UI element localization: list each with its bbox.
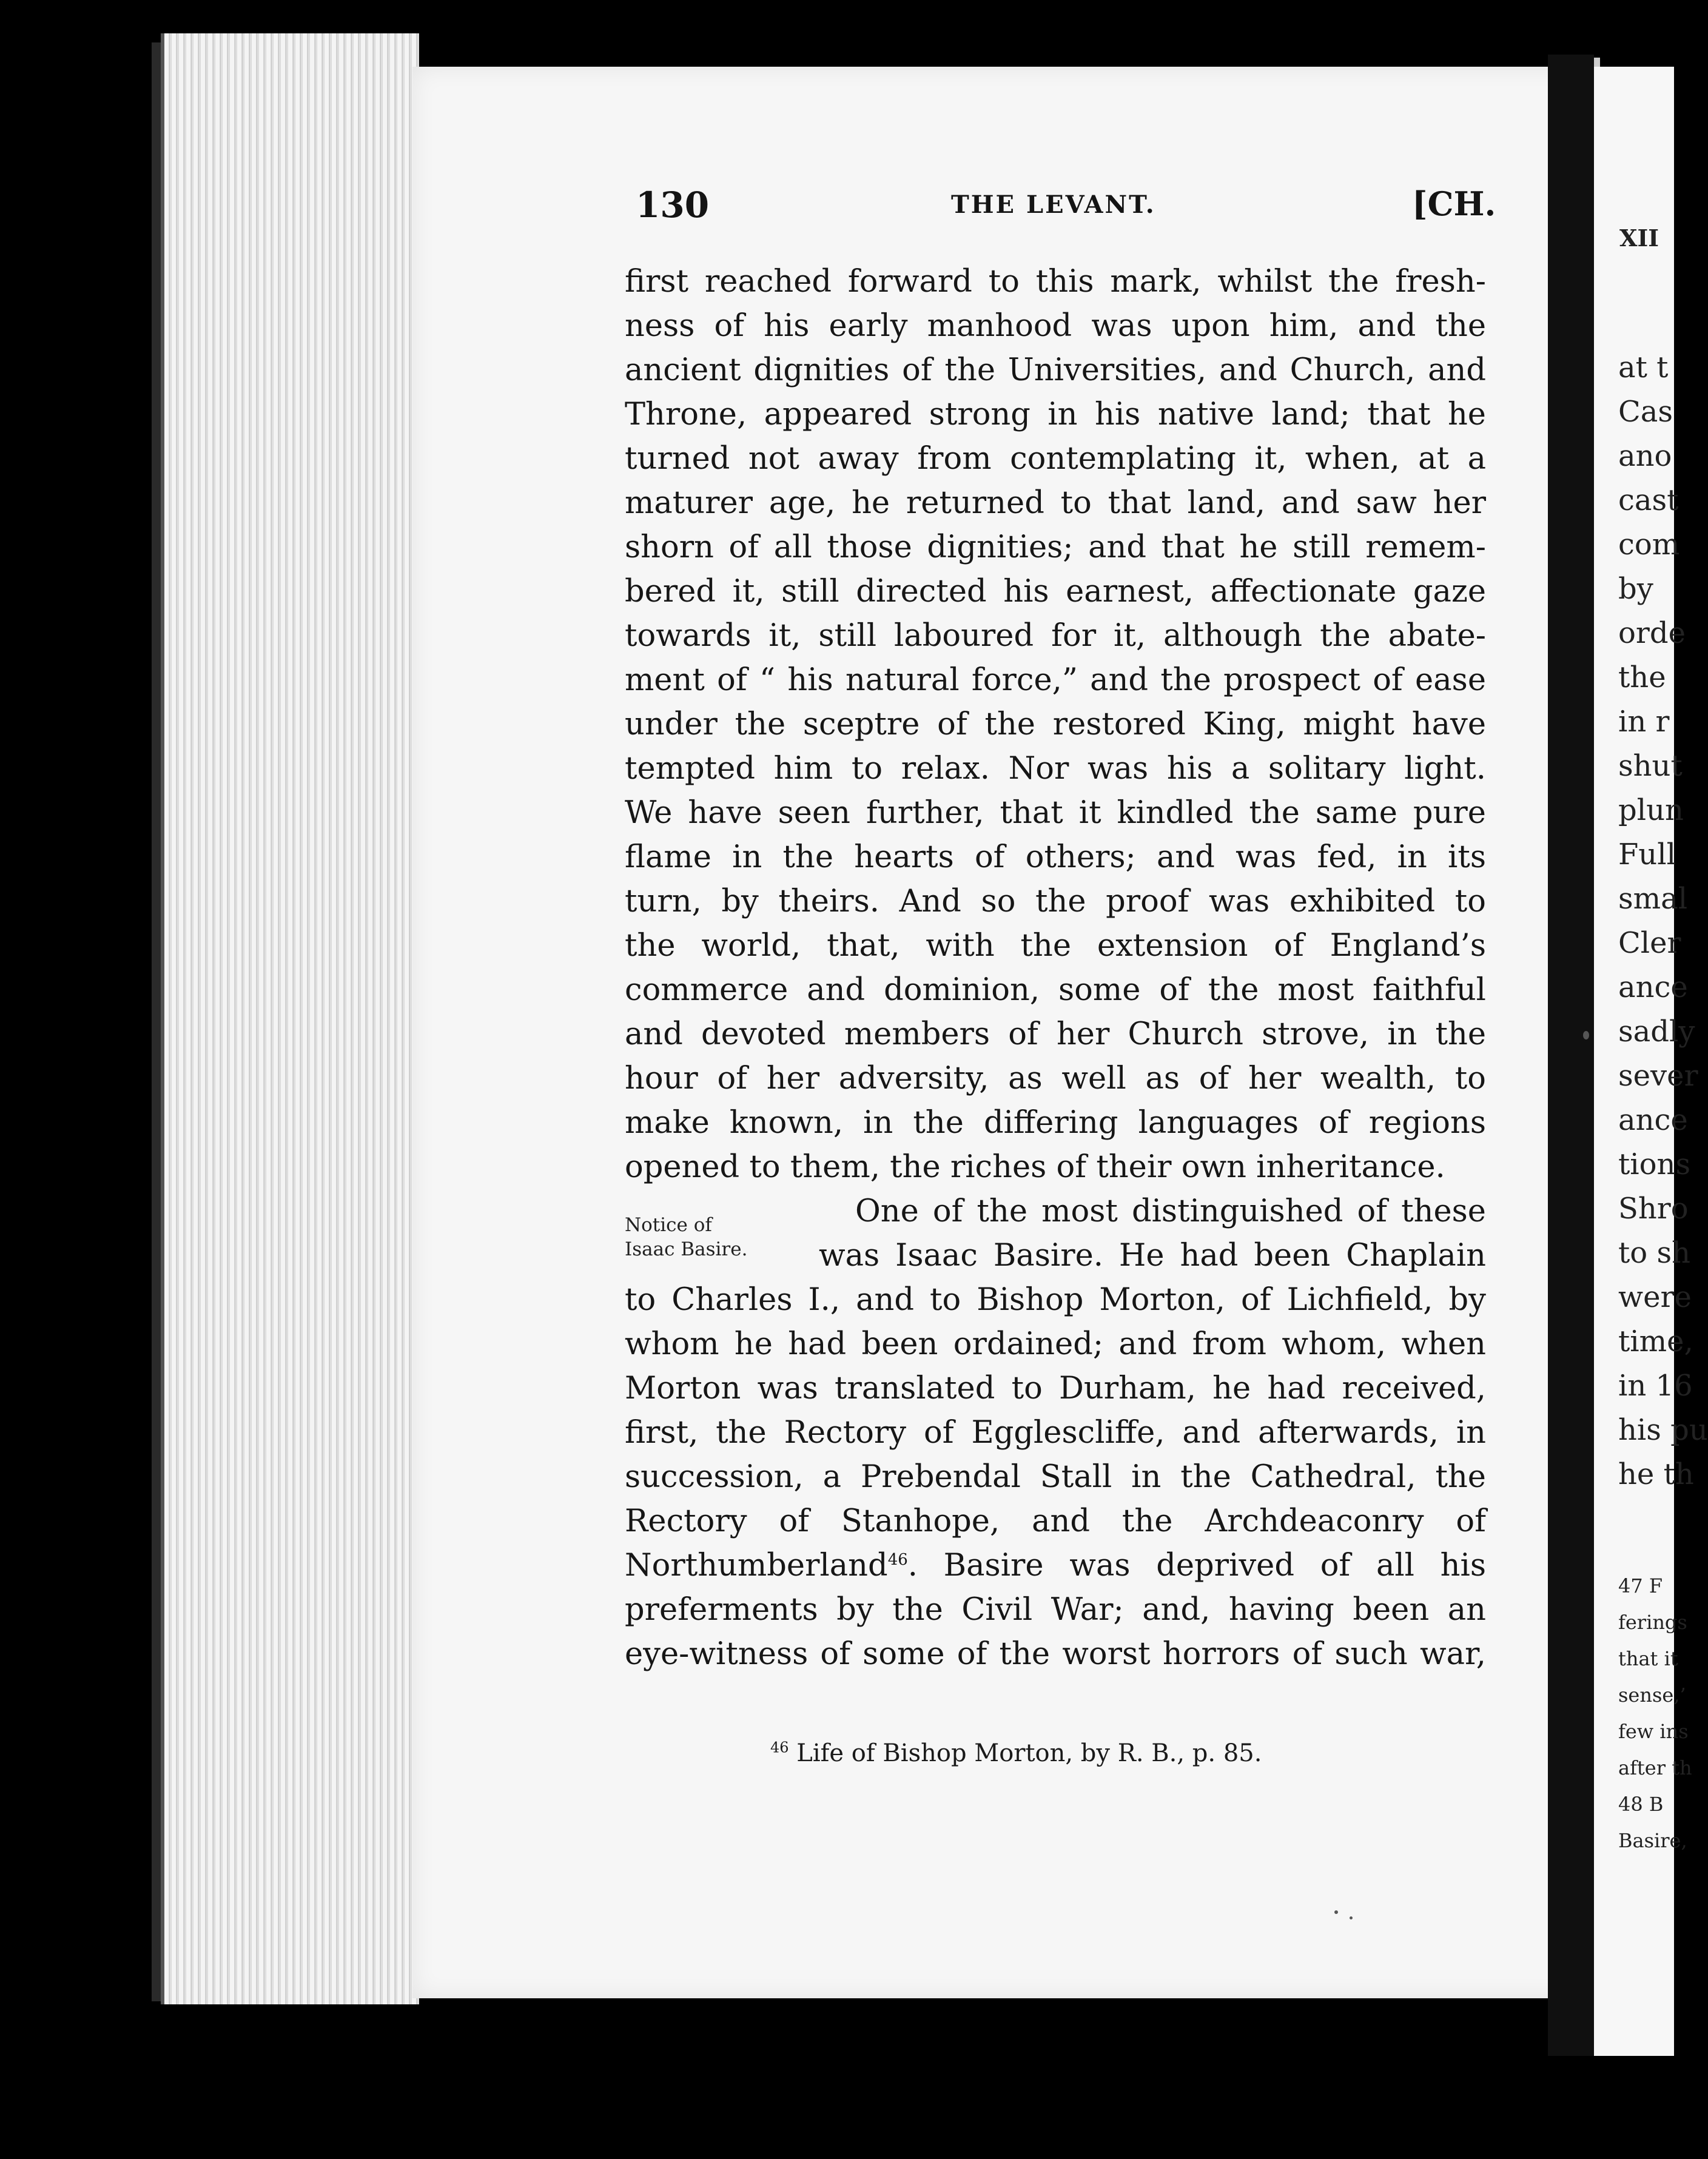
fragment-line: in 16 (1618, 1369, 1693, 1403)
fragment-line: sever (1618, 1059, 1698, 1093)
paragraph-2-end (625, 1588, 1486, 1676)
text-after-note: . Basire was deprived of all his (907, 1548, 1486, 1583)
text-before-note: Northumberland (625, 1548, 888, 1583)
text-line: opened to them, the riches of their own inheritance. (625, 1149, 1445, 1185)
footnote-number: 46 (770, 1739, 789, 1756)
running-title: THE LEVANT. (951, 190, 1156, 219)
text-line: commerce and dominion, some of the most faithful (625, 972, 1486, 1008)
running-header (636, 182, 1496, 237)
text-line: towards it, still laboured for it, although the abate- (625, 618, 1486, 654)
chapter-mark: [CH. (1412, 184, 1496, 223)
fragment-line: orde (1618, 616, 1686, 650)
fragment-line: sadly (1618, 1015, 1695, 1049)
fragment-line: time, (1618, 1325, 1693, 1358)
fragment-line: plun (1618, 793, 1684, 827)
marginal-note (625, 1213, 747, 1261)
scan-speck (1583, 1031, 1589, 1039)
fragment-line: the (1618, 660, 1666, 694)
fragment-line: com (1618, 528, 1680, 562)
text-line: Rectory of Stanhope, and the Archdeaconry of (625, 1503, 1486, 1539)
marginal-note-line-1: Notice of (625, 1214, 712, 1236)
text-line: to Charles I., and to Bishop Morton, of Lichfield, by (625, 1282, 1486, 1318)
fragment-line: ano (1618, 439, 1672, 473)
paragraph-2-line-2: was Isaac Basire. He had been Chaplain (819, 1238, 1486, 1274)
text-line: ment of “ his natural force,” and the prospect of ease (625, 662, 1486, 698)
book-gutter (1548, 55, 1594, 2056)
fragment-line: Cler (1618, 926, 1681, 960)
text-line: We have seen further, that it kindled the same pure (625, 795, 1486, 831)
facing-page-footnotes (1618, 1568, 1692, 1859)
text-line: shorn of all those dignities; and that he still remem- (625, 529, 1486, 565)
fragment-line: shut (1618, 749, 1683, 783)
page-number: 130 (636, 184, 710, 226)
fragment-line: he th (1618, 1457, 1694, 1491)
fragment-line: sense,’ (1618, 1684, 1686, 1707)
text-line: hour of her adversity, as well as of her wealth, to (625, 1061, 1486, 1096)
fragment-line: by (1618, 572, 1653, 606)
fragment-line: were (1618, 1280, 1692, 1314)
fragment-line: Cas (1618, 395, 1673, 429)
fragment-line: after th (1618, 1756, 1692, 1779)
marginal-note-line-2: Isaac Basire. (625, 1238, 748, 1260)
body-line-with-footnote-ref (625, 1543, 1486, 1588)
fragment-line: Basire, (1618, 1829, 1687, 1852)
text-line: under the sceptre of the restored King, might have (625, 707, 1486, 742)
paragraph-2-line-1: One of the most distinguished of these (855, 1194, 1486, 1229)
fragment-line: at t (1618, 351, 1669, 384)
text-line: preferments by the Civil War; and, having been an (625, 1592, 1486, 1628)
text-line: eye-witness of some of the worst horrors of such war, (625, 1636, 1486, 1672)
footnote-text: Life of Bishop Morton, by R. B., p. 85. (788, 1739, 1262, 1767)
text-line: succession, a Prebendal Stall in the Cathedral, the (625, 1459, 1486, 1495)
body-text (625, 260, 1486, 1676)
fragment-line: tions (1618, 1147, 1691, 1181)
scan-speck (1350, 1916, 1353, 1919)
text-line: Throne, appeared strong in his native land; that he (625, 397, 1486, 432)
text-line: Morton was translated to Durham, he had received, (625, 1371, 1486, 1406)
fragment-line: to sh (1618, 1236, 1690, 1270)
fragment-line: ferings (1618, 1611, 1687, 1634)
book-page-edges (161, 33, 419, 2004)
text-line: make known, in the differing languages of regions (625, 1105, 1486, 1141)
fragment-line: Shro (1618, 1192, 1689, 1226)
text-line: bered it, still directed his earnest, affectionate gaze (625, 574, 1486, 609)
text-line: ancient dignities of the Universities, and Church, and (625, 352, 1486, 388)
text-line: whom he had been ordained; and from whom, when (625, 1326, 1486, 1362)
paragraph-2 (625, 1278, 1486, 1543)
fragment-line: smal (1618, 882, 1688, 916)
facing-page-text (1618, 346, 1708, 1497)
text-line: and devoted members of her Church strove, in the (625, 1016, 1486, 1052)
text-line: first, the Rectory of Egglescliffe, and afterwards, in (625, 1415, 1486, 1451)
facing-page-header: XII (1619, 224, 1659, 252)
fragment-line: that it (1618, 1647, 1678, 1670)
footnote-reference: 46 (887, 1551, 908, 1569)
fragment-line: 48 B (1618, 1793, 1664, 1816)
text-line: flame in the hearts of others; and was fed, in its (625, 839, 1486, 875)
fragment-line: few ins (1618, 1720, 1689, 1743)
text-line: maturer age, he returned to that land, and saw her (625, 485, 1486, 521)
text-line: ness of his early manhood was upon him, and the (625, 308, 1486, 344)
text-line: turned not away from contemplating it, when, at a (625, 441, 1486, 477)
text-line: tempted him to relax. Nor was his a solitary light. (625, 751, 1486, 787)
fragment-line: ance (1618, 1103, 1688, 1137)
fragment-line: ance (1618, 970, 1688, 1004)
footnote (770, 1739, 1262, 1767)
fragment-line: in r (1618, 705, 1670, 739)
fragment-line: 47 F (1618, 1574, 1663, 1597)
fragment-line: cast (1618, 483, 1679, 517)
fragment-line: his pu (1618, 1413, 1708, 1447)
text-line: turn, by theirs. And so the proof was exhibited to (625, 884, 1486, 919)
paragraph-1 (625, 260, 1486, 1189)
text-line: first reached forward to this mark, whilst the fresh- (625, 264, 1486, 300)
fragment-line: Full (1618, 838, 1676, 871)
scan-speck (1334, 1910, 1338, 1914)
facing-page (1594, 67, 1708, 2056)
text-line: the world, that, with the extension of England’s (625, 928, 1486, 964)
